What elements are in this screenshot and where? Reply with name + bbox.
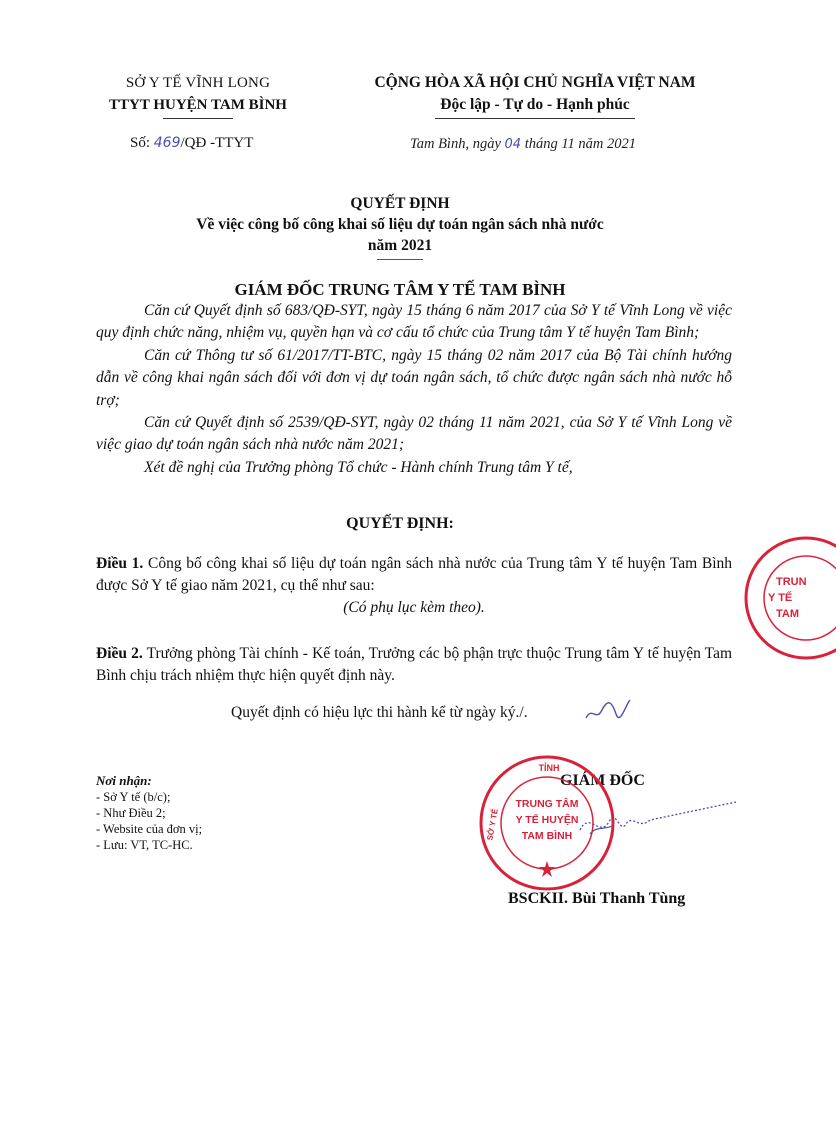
seal-ring-text: SỞ Y TẾ (485, 808, 500, 842)
legal-basis (96, 300, 732, 479)
recipient-item: - Như Điều 2; (96, 806, 166, 820)
article-1-text: Công bố công khai số liệu dự toán ngân sách nhà nước của Trung tâm Y tế huyện Tam Bình được Sở Y tế giao năm 2021, cụ thể như sau: (96, 555, 732, 594)
seal-line-1: TRUNG TÂM (515, 798, 579, 810)
basis-paragraph: Căn cứ Thông tư số 61/2017/TT-BTC, ngày 15 tháng 02 năm 2017 của Bộ Tài chính hướng dẫn về công khai ngân sách đối với đơn vị dự toán ngân sách, tổ chức được ngân sách nhà nước hỗ trợ; (96, 346, 732, 409)
handwritten-day: 04 (504, 137, 522, 152)
title-year: năm 2021 (367, 237, 433, 254)
handwritten-initial (582, 696, 632, 726)
article-1 (96, 553, 732, 619)
issuing-org: TTYT HUYỆN TAM BÌNH (109, 97, 287, 113)
header-left-rule (163, 118, 233, 119)
recipient-item: - Website của đơn vị; (96, 822, 203, 836)
seal-line-3: TAM BÌNH (521, 830, 573, 842)
article-1-attachment: (Có phụ lục kèm theo). (343, 599, 485, 616)
number-prefix: Số: (130, 135, 154, 151)
seal-top-text: TỈNH (538, 763, 560, 773)
partial-page-seal (736, 533, 836, 663)
handwritten-number: 469 (153, 135, 181, 151)
effective-clause: Quyết định có hiệu lực thi hành kể từ ngày ký./. (231, 704, 528, 721)
signer-name: BSCKII. Bùi Thanh Tùng (508, 890, 686, 907)
basis-paragraph: Xét đề nghị của Trưởng phòng Tổ chức - Hành chính Trung tâm Y tế, (144, 458, 573, 476)
recipients-block (96, 773, 202, 853)
signer-title: GIÁM ĐỐC (560, 772, 645, 789)
header-right-rule (435, 118, 635, 119)
recipients-heading: Nơi nhận: (96, 773, 152, 788)
article-2-label: Điều 2. (96, 645, 143, 662)
title-type: QUYẾT ĐỊNH (350, 195, 450, 212)
edge-seal-line-1: TRUN (776, 576, 807, 588)
issuing-authority-block (78, 72, 318, 119)
place-suffix: tháng 11 năm 2021 (521, 136, 637, 152)
handwritten-signature (560, 790, 740, 850)
title-rule (377, 259, 423, 260)
document-title (70, 193, 730, 260)
article-2-text: Trưởng phòng Tài chính - Kế toán, Trưởng các bộ phận trực thuộc Trung tâm Y tế huyện Tam Bình chịu trách nhiệm thực hiện quyết định này. (96, 645, 733, 684)
document-number (130, 135, 253, 152)
basis-paragraph: Căn cứ Quyết định số 683/QĐ-SYT, ngày 15 tháng 6 năm 2017 của Sở Y tế Vĩnh Long về việc quy định chức năng, nhiệm vụ, quyền hạn và cơ cấu tổ chức của Trung tâm Y tế huyện Tam Bình; (96, 302, 732, 342)
recipient-item: - Lưu: VT, TC-HC. (96, 838, 193, 852)
article-2 (96, 643, 732, 687)
recipient-item: - Sở Y tế (b/c); (96, 790, 171, 804)
title-subject: Về việc công bố công khai số liệu dự toán ngân sách nhà nước (196, 216, 604, 233)
place-and-date (410, 136, 636, 153)
basis-paragraph: Căn cứ Quyết định số 2539/QĐ-SYT, ngày 02 tháng 11 năm 2021, của Sở Y tế Vĩnh Long về việc giao dự toán ngân sách nhà nước năm 2021; (96, 414, 732, 454)
edge-seal-line-3: TAM (776, 608, 800, 620)
edge-seal-line-2: Y TẾ (768, 592, 793, 604)
decision-heading: QUYẾT ĐỊNH: (346, 515, 454, 532)
national-motto-block (340, 72, 730, 119)
authority-heading: GIÁM ĐỐC TRUNG TÂM Y TẾ TAM BÌNH (234, 280, 566, 299)
place-prefix: Tam Bình, ngày (410, 136, 505, 152)
seal-line-2: Y TẾ HUYỆN (515, 814, 579, 826)
number-suffix: /QĐ -TTYT (180, 135, 254, 151)
parent-org: SỞ Y TẾ VĨNH LONG (125, 75, 271, 91)
nation-name: CỘNG HÒA XÃ HỘI CHỦ NGHĨA VIỆT NAM (374, 74, 696, 91)
nation-motto: Độc lập - Tự do - Hạnh phúc (440, 96, 630, 113)
article-1-label: Điều 1. (96, 555, 144, 572)
